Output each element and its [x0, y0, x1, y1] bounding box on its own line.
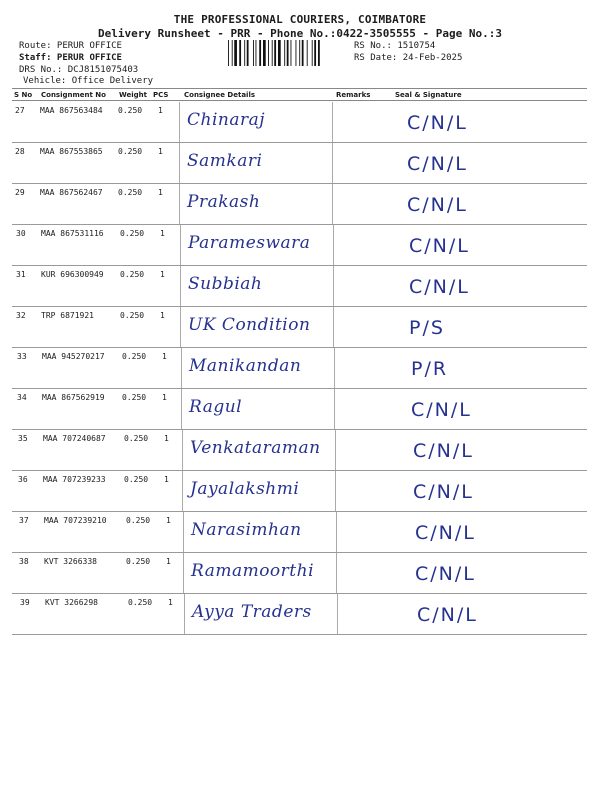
weight-cell: 0.250: [118, 106, 143, 115]
column-divider: [181, 389, 182, 429]
signature: C/N/L: [409, 235, 470, 257]
sno-cell: 39: [20, 598, 30, 607]
sno-cell: 34: [17, 393, 27, 402]
weight-cell: 0.250: [120, 270, 145, 279]
pcs-cell: 1: [162, 393, 167, 402]
weight-cell: 0.250: [128, 598, 153, 607]
column-divider: [334, 389, 335, 429]
pcs-cell: 1: [162, 352, 167, 361]
col-sno-header: S No: [14, 91, 33, 99]
consignment-no-cell: MAA 867531116: [41, 229, 104, 238]
sno-cell: 37: [19, 516, 29, 525]
consignment-no-cell: TRP 6871921: [41, 311, 94, 320]
consignment-no-cell: KVT 3266298: [45, 598, 98, 607]
signature: P/R: [411, 358, 449, 380]
consignment-no-cell: MAA 707239233: [43, 475, 106, 484]
pcs-cell: 1: [164, 475, 169, 484]
signature: P/S: [409, 317, 445, 339]
weight-cell: 0.250: [126, 557, 151, 566]
signature: C/N/L: [411, 399, 472, 421]
consignee-name: Ayya Traders: [192, 602, 312, 622]
sno-cell: 31: [16, 270, 26, 279]
table-row: [12, 512, 587, 553]
table-row: [12, 348, 587, 389]
sno-cell: 33: [17, 352, 27, 361]
table-row: [12, 102, 587, 143]
vehicle-label: Vehicle: Office Delivery: [23, 76, 154, 86]
column-divider: [179, 184, 180, 224]
column-divider: [179, 102, 180, 142]
barcode: [228, 40, 348, 66]
column-divider: [180, 225, 181, 265]
table-row: [12, 225, 587, 266]
column-divider: [333, 225, 334, 265]
signature: C/N/L: [413, 440, 474, 462]
consignee-name: Narasimhan: [191, 520, 302, 540]
consignment-no-cell: KUR 696300949: [41, 270, 104, 279]
pcs-cell: 1: [164, 434, 169, 443]
signature: C/N/L: [407, 194, 468, 216]
pcs-cell: 1: [160, 311, 165, 320]
weight-cell: 0.250: [126, 516, 151, 525]
consignment-no-cell: KVT 3266338: [44, 557, 97, 566]
column-divider: [335, 471, 336, 511]
table-row: [12, 266, 587, 307]
col-consignee-header: Consignee Details: [184, 91, 256, 99]
signature: C/N/L: [415, 522, 476, 544]
column-divider: [336, 553, 337, 593]
pcs-cell: 1: [160, 270, 165, 279]
pcs-cell: 1: [166, 516, 171, 525]
consignee-name: Manikandan: [189, 356, 302, 376]
consignment-no-cell: MAA 707239210: [44, 516, 107, 525]
sno-cell: 38: [19, 557, 29, 566]
sno-cell: 29: [15, 188, 25, 197]
consignee-name: Samkari: [187, 151, 263, 171]
drs-number: DRS No.: DCJ8151075403: [19, 65, 139, 75]
consignee-name: Jayalakshmi: [190, 479, 300, 499]
weight-cell: 0.250: [120, 311, 145, 320]
table-row: [12, 389, 587, 430]
column-divider: [335, 430, 336, 470]
table-row: [12, 594, 587, 635]
col-seal-header: Seal & Signature: [395, 91, 462, 99]
column-divider: [181, 348, 182, 388]
pcs-cell: 1: [166, 557, 171, 566]
col-weight-header: Weight: [119, 91, 147, 99]
column-divider: [179, 143, 180, 183]
table-row: [12, 143, 587, 184]
weight-cell: 0.250: [118, 147, 143, 156]
consignee-name: Prakash: [187, 192, 261, 212]
weight-cell: 0.250: [122, 352, 147, 361]
pcs-cell: 1: [160, 229, 165, 238]
consignment-no-cell: MAA 867562919: [42, 393, 105, 402]
table-row: [12, 430, 587, 471]
consignee-name: Venkataraman: [190, 438, 321, 458]
column-divider: [333, 307, 334, 347]
sno-cell: 28: [15, 147, 25, 156]
consignment-no-cell: MAA 867562467: [40, 188, 103, 197]
sno-cell: 30: [16, 229, 26, 238]
table-row: [12, 553, 587, 594]
consignment-no-cell: MAA 867553865: [40, 147, 103, 156]
signature: C/N/L: [407, 112, 468, 134]
header-bottom-rule: [12, 100, 587, 101]
rs-date: RS Date: 24-Feb-2025: [354, 53, 463, 63]
sno-cell: 36: [18, 475, 28, 484]
column-divider: [337, 594, 338, 634]
table-row: [12, 184, 587, 225]
col-remarks-header: Remarks: [336, 91, 371, 99]
consignee-name: UK Condition: [188, 315, 311, 335]
signature: C/N/L: [417, 604, 478, 626]
consignee-name: Chinaraj: [187, 110, 266, 130]
column-divider: [334, 348, 335, 388]
table-row: [12, 471, 587, 512]
pcs-cell: 1: [168, 598, 173, 607]
staff-label: Staff: PERUR OFFICE: [19, 53, 122, 63]
header-top-rule: [12, 88, 587, 89]
signature: C/N/L: [413, 481, 474, 503]
consignee-name: Ragul: [189, 397, 243, 417]
signature: C/N/L: [407, 153, 468, 175]
pcs-cell: 1: [158, 188, 163, 197]
weight-cell: 0.250: [120, 229, 145, 238]
column-divider: [182, 471, 183, 511]
table-row: [12, 307, 587, 348]
consignment-no-cell: MAA 867563484: [40, 106, 103, 115]
weight-cell: 0.250: [124, 475, 149, 484]
weight-cell: 0.250: [124, 434, 149, 443]
sno-cell: 35: [18, 434, 28, 443]
signature: C/N/L: [409, 276, 470, 298]
consignment-no-cell: MAA 945270217: [42, 352, 105, 361]
column-divider: [182, 430, 183, 470]
column-divider: [332, 184, 333, 224]
consignee-name: Subbiah: [188, 274, 263, 294]
column-divider: [180, 266, 181, 306]
pcs-cell: 1: [158, 147, 163, 156]
row-divider: [12, 634, 587, 635]
column-divider: [332, 102, 333, 142]
consignment-no-cell: MAA 707240687: [43, 434, 106, 443]
column-divider: [180, 307, 181, 347]
consignee-name: Parameswara: [188, 233, 311, 253]
signature: C/N/L: [415, 563, 476, 585]
weight-cell: 0.250: [122, 393, 147, 402]
sno-cell: 27: [15, 106, 25, 115]
runsheet-subtitle: Delivery Runsheet - PRR - Phone No.:0422-3505555 - Page No.:3: [98, 27, 502, 40]
column-divider: [336, 512, 337, 552]
col-consignment-header: Consignment No: [41, 91, 106, 99]
column-divider: [332, 143, 333, 183]
col-pcs-header: PCS: [153, 91, 169, 99]
column-divider: [184, 594, 185, 634]
column-divider: [183, 512, 184, 552]
weight-cell: 0.250: [118, 188, 143, 197]
document-title: THE PROFESSIONAL COURIERS, COIMBATORE: [173, 13, 427, 26]
consignee-name: Ramamoorthi: [191, 561, 315, 581]
rs-number: RS No.: 1510754: [354, 41, 436, 51]
sno-cell: 32: [16, 311, 26, 320]
route-label: Route: PERUR OFFICE: [19, 41, 122, 51]
pcs-cell: 1: [158, 106, 163, 115]
column-divider: [333, 266, 334, 306]
column-divider: [183, 553, 184, 593]
